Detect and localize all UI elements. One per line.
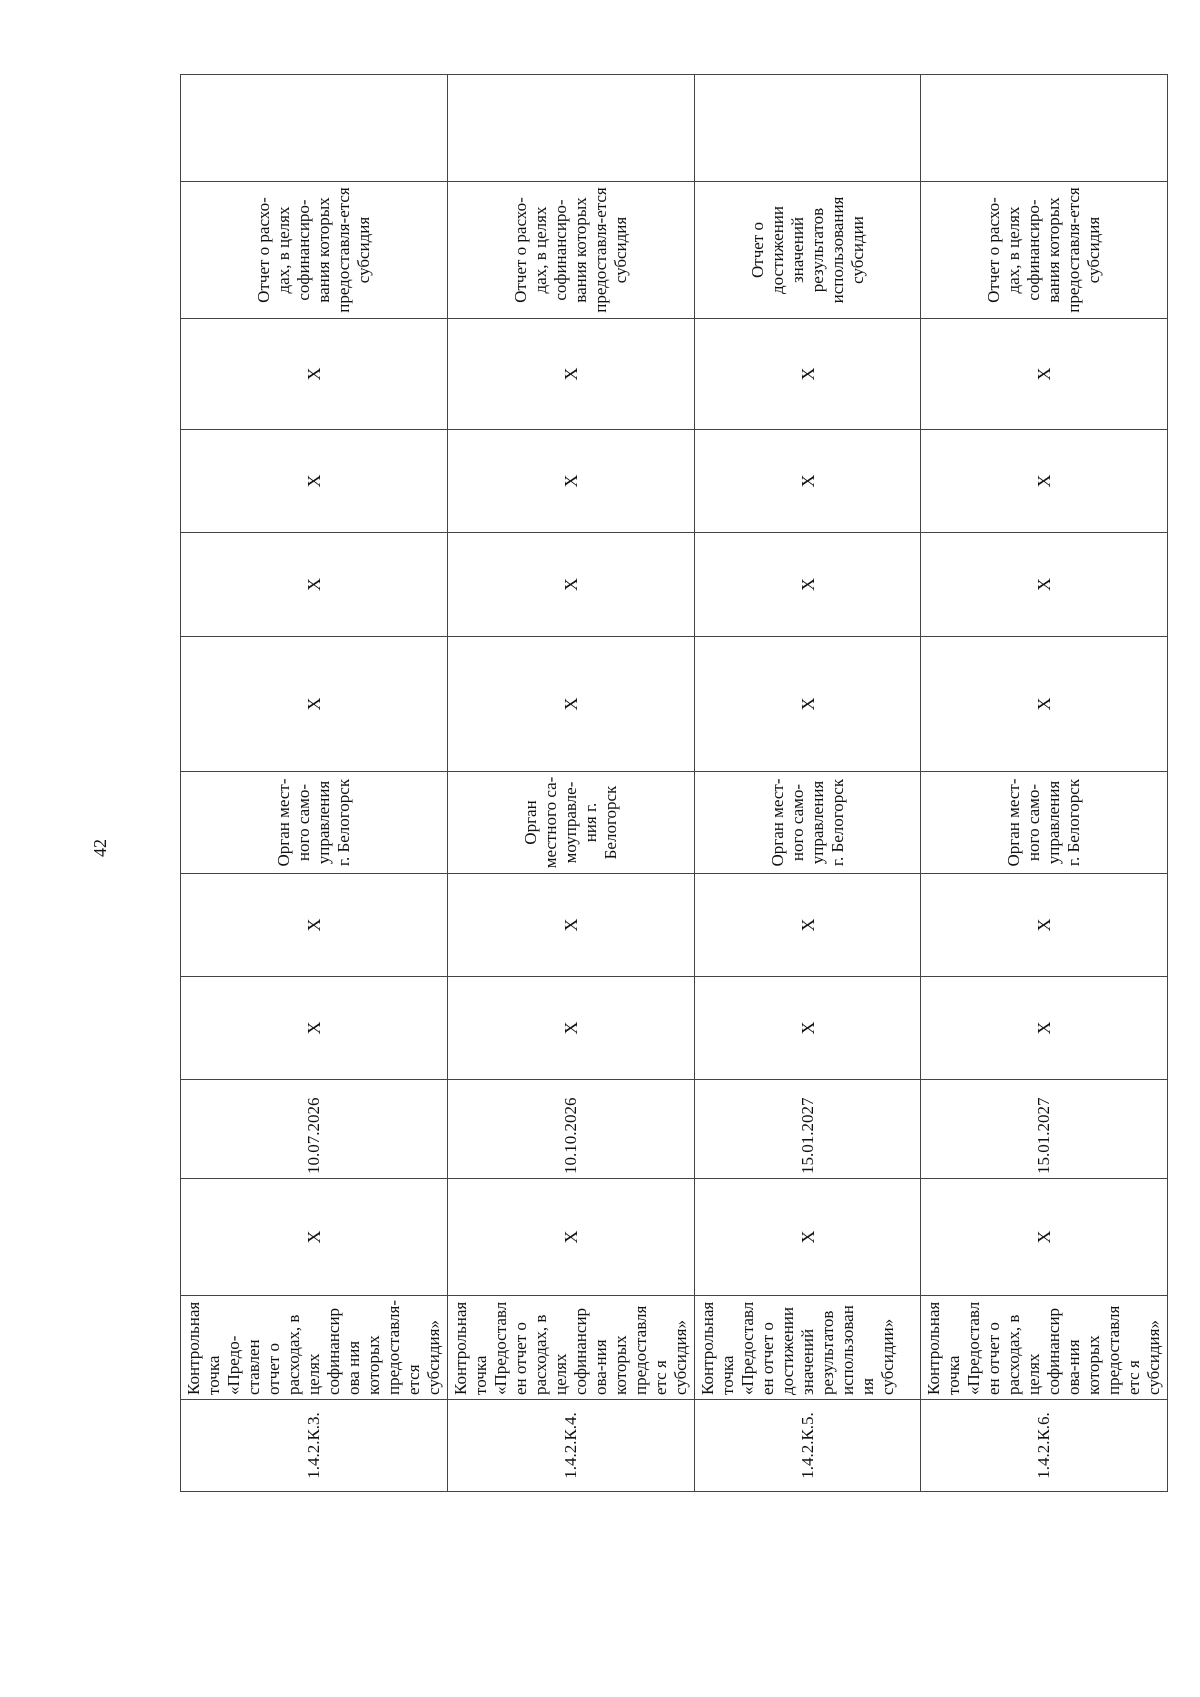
row-date: 10.10.2026 <box>448 1080 695 1179</box>
row-cell-3: X <box>448 1179 695 1296</box>
row-organization: Орган мест-ного само-управления г. Белогорск <box>695 772 921 874</box>
row-cell-13 <box>921 75 1168 182</box>
row-cell-5: X <box>695 977 921 1080</box>
row-cell-6: X <box>448 874 695 977</box>
row-name: Контрольная точка «Предоставлен отчет о достижении значений результатов использования субсидии» <box>695 1296 921 1400</box>
row-document: Отчет о достижении значений результатов использования субсидии <box>695 182 921 319</box>
row-cell-3: X <box>695 1179 921 1296</box>
row-cell-10: X <box>448 430 695 533</box>
row-cell-8: X <box>181 637 448 772</box>
row-cell-10: X <box>921 430 1168 533</box>
row-code: 1.4.2.К.5. <box>695 1400 921 1492</box>
row-document: Отчет о расхо-дах, в целях софинансиро-вания которых предоставля-ется субсидия <box>181 182 448 319</box>
row-cell-3: X <box>181 1179 448 1296</box>
row-cell-11: X <box>448 319 695 430</box>
row-cell-9: X <box>695 533 921 637</box>
row-cell-11: X <box>181 319 448 430</box>
table-row <box>448 75 695 1492</box>
control-points-table <box>180 74 1168 1492</box>
row-cell-11: X <box>921 319 1168 430</box>
row-cell-3: X <box>921 1179 1168 1296</box>
row-cell-5: X <box>921 977 1168 1080</box>
row-cell-8: X <box>448 637 695 772</box>
row-cell-13 <box>181 75 448 182</box>
row-organization: Орган мест-ного само-управления г. Белогорск <box>921 772 1168 874</box>
row-organization: Орган местного са-моуправле-ния г. Белогорск <box>448 772 695 874</box>
row-cell-11: X <box>695 319 921 430</box>
table-container <box>180 75 1163 1492</box>
row-cell-9: X <box>921 533 1168 637</box>
row-cell-10: X <box>695 430 921 533</box>
row-date: 10.07.2026 <box>181 1080 448 1179</box>
row-document: Отчет о расхо-дах, в целях софинансиро-вания которых предоставля-ется субсидия <box>921 182 1168 319</box>
row-cell-6: X <box>921 874 1168 977</box>
row-cell-13 <box>448 75 695 182</box>
row-cell-6: X <box>695 874 921 977</box>
row-cell-5: X <box>448 977 695 1080</box>
row-cell-13 <box>695 75 921 182</box>
row-cell-9: X <box>448 533 695 637</box>
row-date: 15.01.2027 <box>695 1080 921 1179</box>
row-name: Контрольная точка «Предо-ставлен отчет о расходах, в целях софинансирова ния которых предоставля-ется субсидия» <box>181 1296 448 1400</box>
table-row <box>921 75 1168 1492</box>
row-cell-5: X <box>181 977 448 1080</box>
page-number: 42 <box>90 839 110 857</box>
row-organization: Орган мест-ного само-управления г. Белогорск <box>181 772 448 874</box>
table-row <box>181 75 448 1492</box>
table-row <box>695 75 921 1492</box>
row-cell-8: X <box>695 637 921 772</box>
row-code: 1.4.2.К.6. <box>921 1400 1168 1492</box>
row-cell-10: X <box>181 430 448 533</box>
row-document: Отчет о расхо-дах, в целях софинансиро-вания которых предоставля-ется субсидия <box>448 182 695 319</box>
row-code: 1.4.2.К.3. <box>181 1400 448 1492</box>
row-cell-9: X <box>181 533 448 637</box>
row-code: 1.4.2.К.4. <box>448 1400 695 1492</box>
row-cell-8: X <box>921 637 1168 772</box>
row-name: Контрольная точка «Предоставлен отчет о расходах, в целях софинансирова-ния которых предоставляетс я субсидия» <box>921 1296 1168 1400</box>
row-name: Контрольная точка «Предоставлен отчет о расходах, в целях софинансирова-ния которых предоставляетс я субсидия» <box>448 1296 695 1400</box>
row-cell-6: X <box>181 874 448 977</box>
row-date: 15.01.2027 <box>921 1080 1168 1179</box>
